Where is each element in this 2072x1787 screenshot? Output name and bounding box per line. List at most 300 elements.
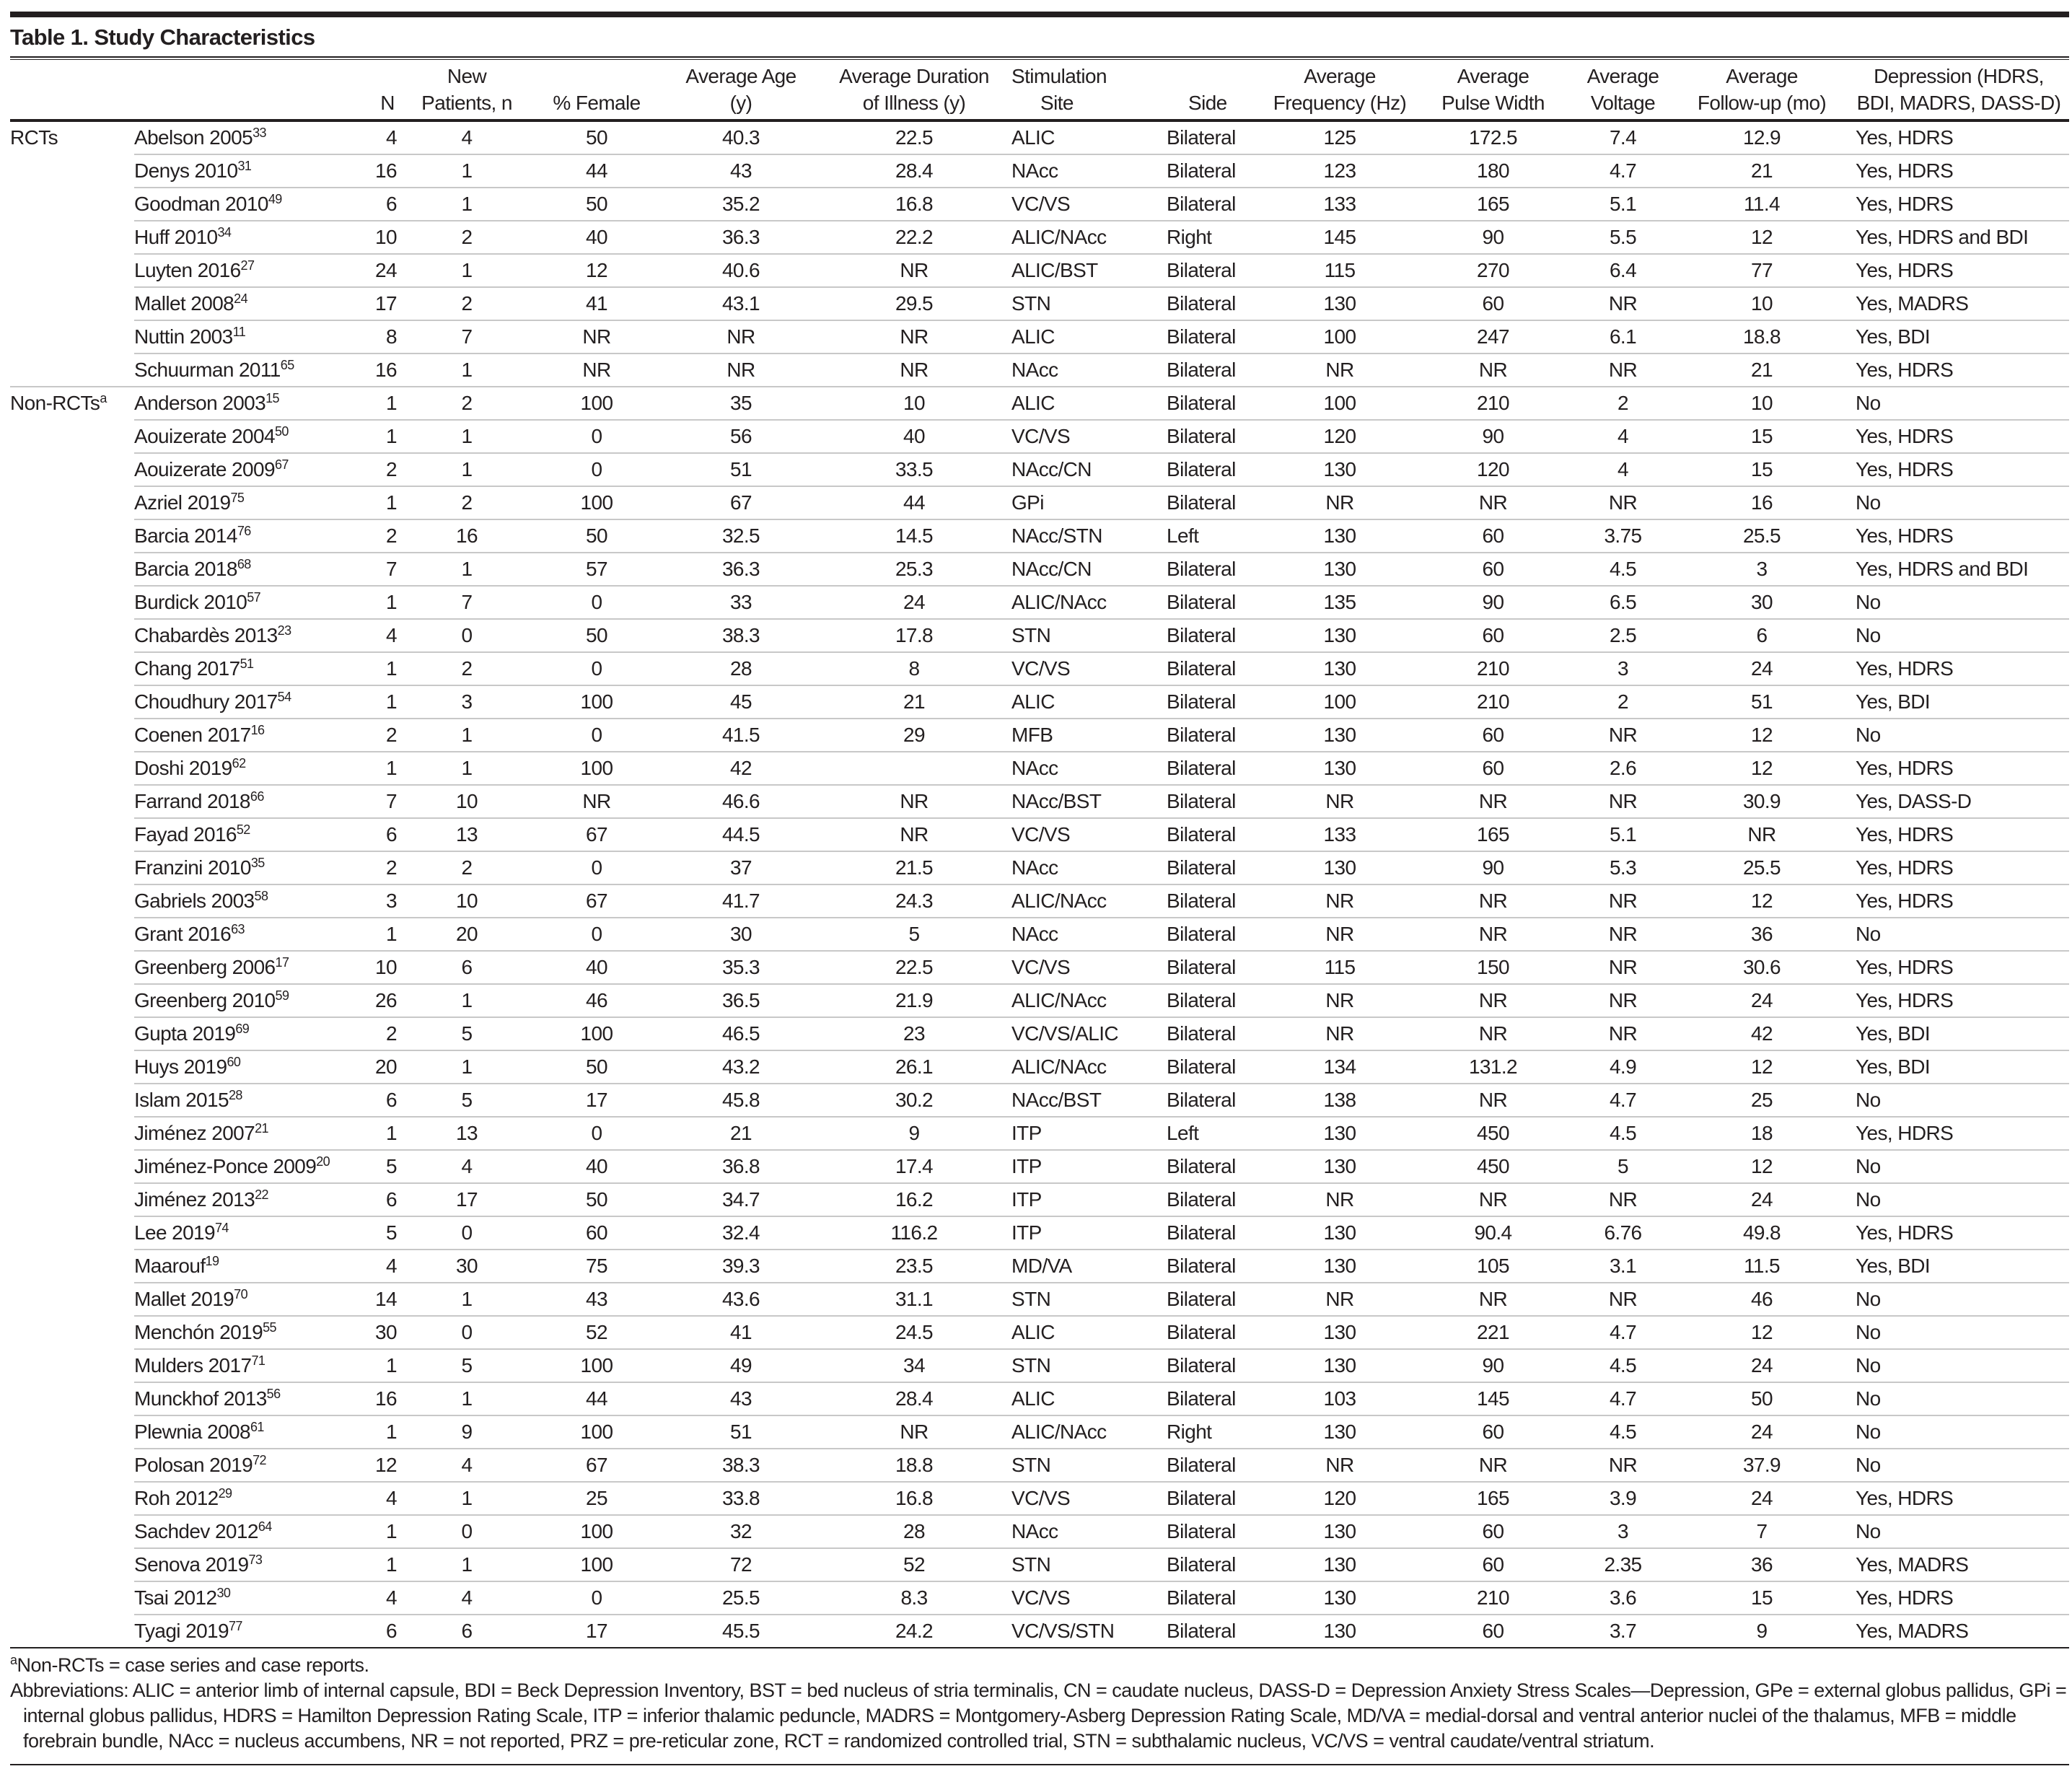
cell-side: [1159, 1084, 1264, 1117]
table-row: [10, 188, 2069, 221]
cell-duration: [817, 1283, 1011, 1316]
side-value: Bilateral: [1167, 292, 1236, 315]
cell-n: [369, 420, 405, 453]
n-value: 6: [386, 823, 397, 846]
group-label-text: RCTs: [10, 126, 58, 149]
depression-value: Yes, HDRS: [1856, 1221, 1954, 1244]
cell-voltage: [1571, 1183, 1675, 1216]
cell-site: [1011, 1283, 1159, 1316]
cell-female: [528, 519, 665, 553]
cell-female: [528, 1283, 665, 1316]
cell-new-patients: [405, 719, 528, 752]
cell-side: [1159, 1548, 1264, 1581]
depression-value: Yes, HDRS: [1856, 956, 1954, 978]
header-line: Frequency (Hz): [1273, 92, 1407, 114]
cell-side: [1159, 1382, 1264, 1415]
reference-number: 49: [268, 192, 282, 206]
cell-voltage: [1571, 154, 1675, 188]
pulse-width-value: NR: [1478, 923, 1508, 945]
cell-followup: [1675, 420, 1848, 453]
cell-female: [528, 1349, 665, 1382]
frequency-value: 130: [1323, 624, 1356, 646]
cell-followup: [1675, 1183, 1848, 1216]
cell-new-patients: [405, 652, 528, 685]
age-value: 40.6: [721, 259, 760, 281]
reference-number: 55: [263, 1320, 276, 1335]
duration-value: 24.3: [895, 890, 934, 912]
table-row: [10, 1316, 2069, 1349]
new-patients-value: 1: [461, 1288, 473, 1310]
site-value: ALIC/NAcc: [1011, 890, 1107, 912]
new-patients-value: 1: [461, 193, 473, 215]
cell-depression: [1848, 752, 2069, 785]
cell-duration: [817, 453, 1011, 486]
table-figure: [10, 12, 2069, 1765]
cell-depression: [1848, 1150, 2069, 1183]
age-value: 33.8: [721, 1487, 760, 1509]
side-value: Bilateral: [1167, 425, 1236, 447]
n-value: 7: [386, 790, 397, 812]
frequency-value: 134: [1323, 1055, 1356, 1078]
frequency-value: 130: [1323, 657, 1356, 680]
followup-value: 16: [1751, 491, 1773, 514]
cell-new-patients: [405, 1349, 528, 1382]
cell-age: [665, 818, 817, 851]
new-patients-value: 2: [461, 856, 473, 879]
new-patients-value: 1: [461, 359, 473, 381]
cell-new-patients: [405, 320, 528, 354]
study-value: Jiménez 2007: [134, 1122, 255, 1144]
depression-value: Yes, HDRS and BDI: [1856, 558, 2029, 580]
depression-value: No: [1856, 1387, 1881, 1410]
site-value: STN: [1011, 1288, 1051, 1310]
cell-study: [134, 1017, 369, 1050]
cell-duration: [817, 221, 1011, 254]
cell-new-patients: [405, 453, 528, 486]
cell-followup: [1675, 1017, 1848, 1050]
followup-value: 24: [1751, 1188, 1773, 1211]
cell-n: [369, 1216, 405, 1250]
header-frequency: [1264, 60, 1415, 120]
cell-side: [1159, 1183, 1264, 1216]
header-n: N: [369, 60, 405, 120]
cell-site: [1011, 1250, 1159, 1283]
frequency-value: 115: [1324, 956, 1356, 978]
duration-value: 22.5: [895, 956, 934, 978]
cell-study: [134, 685, 369, 719]
cell-voltage: [1571, 1581, 1675, 1615]
cell-frequency: [1264, 354, 1415, 387]
cell-voltage: [1571, 951, 1675, 984]
cell-new-patients: [405, 1250, 528, 1283]
age-value: 43.1: [721, 292, 760, 315]
voltage-value: NR: [1608, 790, 1638, 812]
cell-site: [1011, 1548, 1159, 1581]
cell-pulse-width: [1415, 1581, 1571, 1615]
side-value: Bilateral: [1167, 1188, 1236, 1211]
cell-depression: [1848, 154, 2069, 188]
cell-frequency: [1264, 1349, 1415, 1382]
voltage-value: 4: [1617, 458, 1628, 480]
n-value: 4: [386, 624, 397, 646]
cell-voltage: [1571, 818, 1675, 851]
cell-frequency: [1264, 652, 1415, 685]
study-value: Denys 2010: [134, 159, 238, 182]
site-value: ALIC/BST: [1011, 259, 1098, 281]
header-pulse-width: [1415, 60, 1571, 120]
cell-new-patients: [405, 1316, 528, 1349]
cell-frequency: [1264, 685, 1415, 719]
cell-female: [528, 553, 665, 586]
cell-voltage: [1571, 320, 1675, 354]
n-value: 16: [375, 1387, 397, 1410]
age-value: 39.3: [721, 1255, 760, 1277]
cell-depression: [1848, 1615, 2069, 1647]
cell-new-patients: [405, 1382, 528, 1415]
new-patients-value: 0: [461, 1321, 473, 1343]
followup-value: 49.8: [1742, 1221, 1781, 1244]
n-value: 5: [386, 1221, 397, 1244]
n-value: 6: [386, 193, 397, 215]
cell-frequency: [1264, 1216, 1415, 1250]
cell-depression: [1848, 1050, 2069, 1084]
cell-duration: [817, 1150, 1011, 1183]
cell-depression: [1848, 1283, 2069, 1316]
cell-frequency: [1264, 287, 1415, 320]
female-value: 50: [586, 524, 607, 547]
voltage-value: 3.6: [1609, 1586, 1637, 1609]
cell-voltage: [1571, 884, 1675, 918]
side-value: Bilateral: [1167, 1487, 1236, 1509]
header-line: Average Age: [685, 65, 796, 87]
new-patients-value: 4: [461, 1155, 473, 1177]
cell-female: [528, 254, 665, 287]
table-body: [10, 120, 2069, 1647]
cell-voltage: [1571, 1117, 1675, 1150]
duration-value: 25.3: [895, 558, 934, 580]
cell-study: [134, 984, 369, 1017]
reference-number: 58: [254, 889, 268, 903]
reference-number: 50: [274, 424, 289, 439]
cell-frequency: [1264, 254, 1415, 287]
cell-side: [1159, 619, 1264, 652]
table-row: [10, 453, 2069, 486]
female-value: 50: [586, 193, 607, 215]
table-row: [10, 154, 2069, 188]
study-value: Chabardès 2013: [134, 624, 278, 646]
cell-age: [665, 785, 817, 818]
frequency-value: 130: [1323, 1520, 1356, 1542]
voltage-value: NR: [1608, 359, 1638, 381]
table-row: [10, 1548, 2069, 1581]
reference-number: 29: [218, 1486, 232, 1501]
cell-study: [134, 1415, 369, 1449]
cell-pulse-width: [1415, 120, 1571, 154]
followup-value: 24: [1751, 657, 1773, 680]
female-value: 0: [591, 856, 602, 879]
voltage-value: NR: [1608, 956, 1638, 978]
duration-value: 52: [903, 1553, 925, 1576]
table-row: [10, 652, 2069, 685]
voltage-value: 6.76: [1604, 1221, 1642, 1244]
cell-frequency: [1264, 1415, 1415, 1449]
depression-value: No: [1856, 923, 1881, 945]
voltage-value: 4.5: [1609, 1354, 1637, 1377]
pulse-width-value: 60: [1482, 757, 1504, 779]
pulse-width-value: NR: [1478, 1288, 1508, 1310]
followup-value: 15: [1751, 425, 1773, 447]
table-row: [10, 752, 2069, 785]
cell-frequency: [1264, 918, 1415, 951]
reference-number: 30: [216, 1586, 231, 1600]
cell-side: [1159, 354, 1264, 387]
cell-followup: [1675, 1283, 1848, 1316]
followup-value: 25.5: [1742, 524, 1781, 547]
cell-female: [528, 1117, 665, 1150]
cell-site: [1011, 951, 1159, 984]
cell-study: [134, 1283, 369, 1316]
cell-pulse-width: [1415, 1382, 1571, 1415]
table-row: [10, 1482, 2069, 1515]
reference-number: 59: [275, 988, 289, 1003]
cell-study: [134, 1316, 369, 1349]
cell-side: [1159, 221, 1264, 254]
cell-site: [1011, 1449, 1159, 1482]
frequency-value: 115: [1324, 259, 1356, 281]
cell-n: [369, 1349, 405, 1382]
cell-frequency: [1264, 1017, 1415, 1050]
reference-number: 31: [237, 159, 252, 173]
depression-value: No: [1856, 1089, 1881, 1111]
side-value: Bilateral: [1167, 690, 1236, 713]
cell-new-patients: [405, 884, 528, 918]
cell-new-patients: [405, 1017, 528, 1050]
table-row: [10, 1183, 2069, 1216]
female-value: 67: [586, 823, 607, 846]
followup-value: 11.5: [1743, 1255, 1781, 1277]
followup-value: 46: [1751, 1288, 1773, 1310]
followup-value: 24: [1751, 1487, 1773, 1509]
new-patients-value: 2: [461, 226, 473, 248]
followup-value: 21: [1751, 359, 1773, 381]
female-value: 100: [580, 1354, 613, 1377]
cell-voltage: [1571, 752, 1675, 785]
pulse-width-value: NR: [1478, 1022, 1508, 1045]
cell-female: [528, 1250, 665, 1283]
cell-site: [1011, 387, 1159, 420]
cell-followup: [1675, 1415, 1848, 1449]
cell-study: [134, 1515, 369, 1548]
new-patients-value: 1: [461, 259, 473, 281]
duration-value: 28.4: [895, 1387, 934, 1410]
cell-age: [665, 1349, 817, 1382]
study-value: Roh 2012: [134, 1487, 219, 1509]
reference-number: 71: [251, 1353, 265, 1368]
cell-female: [528, 918, 665, 951]
cell-n: [369, 586, 405, 619]
age-value: 38.3: [721, 1454, 760, 1476]
cell-duration: [817, 1548, 1011, 1581]
frequency-value: 130: [1323, 1122, 1356, 1144]
cell-pulse-width: [1415, 652, 1571, 685]
age-value: 36.3: [721, 558, 760, 580]
cell-pulse-width: [1415, 154, 1571, 188]
age-value: 35.3: [721, 956, 760, 978]
cell-duration: [817, 420, 1011, 453]
pulse-width-value: 247: [1477, 325, 1509, 348]
cell-study: [134, 1117, 369, 1150]
cell-site: [1011, 1050, 1159, 1084]
duration-value: NR: [900, 1421, 929, 1443]
cell-n: [369, 652, 405, 685]
n-value: 10: [375, 956, 397, 978]
cell-duration: [817, 1316, 1011, 1349]
cell-pulse-width: [1415, 818, 1571, 851]
study-value: Gupta 2019: [134, 1022, 236, 1045]
header-site: [1011, 60, 1159, 120]
cell-voltage: [1571, 984, 1675, 1017]
cell-duration: [817, 884, 1011, 918]
cell-new-patients: [405, 685, 528, 719]
study-value: Franzini 2010: [134, 856, 251, 879]
side-value: Bilateral: [1167, 1089, 1236, 1111]
table-row: [10, 918, 2069, 951]
cell-followup: [1675, 719, 1848, 752]
cell-new-patients: [405, 1581, 528, 1615]
site-value: STN: [1011, 292, 1051, 315]
study-value: Huff 2010: [134, 226, 218, 248]
cell-pulse-width: [1415, 453, 1571, 486]
duration-value: 24.2: [895, 1620, 934, 1642]
new-patients-value: 2: [461, 657, 473, 680]
female-value: 0: [591, 458, 602, 480]
cell-study: [134, 120, 369, 154]
cell-new-patients: [405, 851, 528, 884]
cell-pulse-width: [1415, 1017, 1571, 1050]
n-value: 2: [386, 458, 397, 480]
cell-pulse-width: [1415, 619, 1571, 652]
cell-depression: [1848, 1581, 2069, 1615]
age-value: 34.7: [721, 1188, 760, 1211]
cell-pulse-width: [1415, 1615, 1571, 1647]
top-rule: [10, 12, 2069, 17]
duration-value: 8: [908, 657, 920, 680]
age-value: 43.2: [721, 1055, 760, 1078]
cell-study: [134, 752, 369, 785]
frequency-value: NR: [1325, 790, 1354, 812]
cell-duration: [817, 619, 1011, 652]
cell-frequency: [1264, 387, 1415, 420]
cell-female: [528, 1084, 665, 1117]
cell-study: [134, 154, 369, 188]
pulse-width-value: 60: [1482, 724, 1504, 746]
cell-duration: [817, 1382, 1011, 1415]
n-value: 16: [375, 359, 397, 381]
table-row: [10, 1283, 2069, 1316]
cell-followup: [1675, 1449, 1848, 1482]
cell-voltage: [1571, 1216, 1675, 1250]
cell-n: [369, 1581, 405, 1615]
cell-site: [1011, 752, 1159, 785]
age-value: 28: [730, 657, 752, 680]
site-value: NAcc/BST: [1011, 790, 1102, 812]
cell-depression: [1848, 519, 2069, 553]
cell-pulse-width: [1415, 685, 1571, 719]
frequency-value: NR: [1325, 890, 1354, 912]
study-value: Mulders 2017: [134, 1354, 252, 1377]
n-value: 2: [386, 724, 397, 746]
frequency-value: NR: [1325, 1188, 1354, 1211]
cell-study: [134, 884, 369, 918]
cell-duration: [817, 818, 1011, 851]
pulse-width-value: 150: [1477, 956, 1509, 978]
cell-age: [665, 1283, 817, 1316]
depression-value: No: [1856, 491, 1881, 514]
cell-female: [528, 752, 665, 785]
female-value: 50: [586, 624, 607, 646]
duration-value: 31.1: [895, 1288, 934, 1310]
cell-depression: [1848, 1183, 2069, 1216]
cell-side: [1159, 884, 1264, 918]
study-value: Huys 2019: [134, 1055, 227, 1078]
n-value: 1: [386, 757, 397, 779]
cell-voltage: [1571, 918, 1675, 951]
n-value: 6: [386, 1089, 397, 1111]
age-value: 38.3: [721, 624, 760, 646]
cell-voltage: [1571, 1150, 1675, 1183]
n-value: 4: [386, 126, 397, 149]
n-value: 4: [386, 1586, 397, 1609]
cell-study: [134, 387, 369, 420]
followup-value: 11.4: [1743, 193, 1781, 215]
cell-new-patients: [405, 188, 528, 221]
site-value: ALIC/NAcc: [1011, 591, 1107, 613]
table-row: [10, 1449, 2069, 1482]
cell-female: [528, 619, 665, 652]
table-row: [10, 884, 2069, 918]
cell-female: [528, 1482, 665, 1515]
site-value: VC/VS: [1011, 956, 1071, 978]
cell-depression: [1848, 1117, 2069, 1150]
cell-frequency: [1264, 1183, 1415, 1216]
pulse-width-value: 450: [1477, 1155, 1509, 1177]
frequency-value: 103: [1323, 1387, 1356, 1410]
reference-number: 76: [237, 524, 251, 538]
cell-study: [134, 1548, 369, 1581]
cell-age: [665, 1515, 817, 1548]
table-row: [10, 785, 2069, 818]
study-value: Mallet 2008: [134, 292, 234, 315]
pulse-width-value: 210: [1477, 690, 1509, 713]
cell-n: [369, 1150, 405, 1183]
cell-voltage: [1571, 785, 1675, 818]
n-value: 1: [386, 392, 397, 414]
pulse-width-value: 90: [1482, 226, 1504, 248]
cell-voltage: [1571, 387, 1675, 420]
cell-site: [1011, 188, 1159, 221]
female-value: 40: [586, 226, 607, 248]
cell-n: [369, 453, 405, 486]
cell-followup: [1675, 1084, 1848, 1117]
voltage-value: 2.5: [1609, 624, 1637, 646]
table-row: [10, 851, 2069, 884]
cell-site: [1011, 287, 1159, 320]
pulse-width-value: 60: [1482, 624, 1504, 646]
cell-female: [528, 1515, 665, 1548]
n-value: 8: [386, 325, 397, 348]
new-patients-value: 30: [456, 1255, 478, 1277]
header-duration: [817, 60, 1011, 120]
